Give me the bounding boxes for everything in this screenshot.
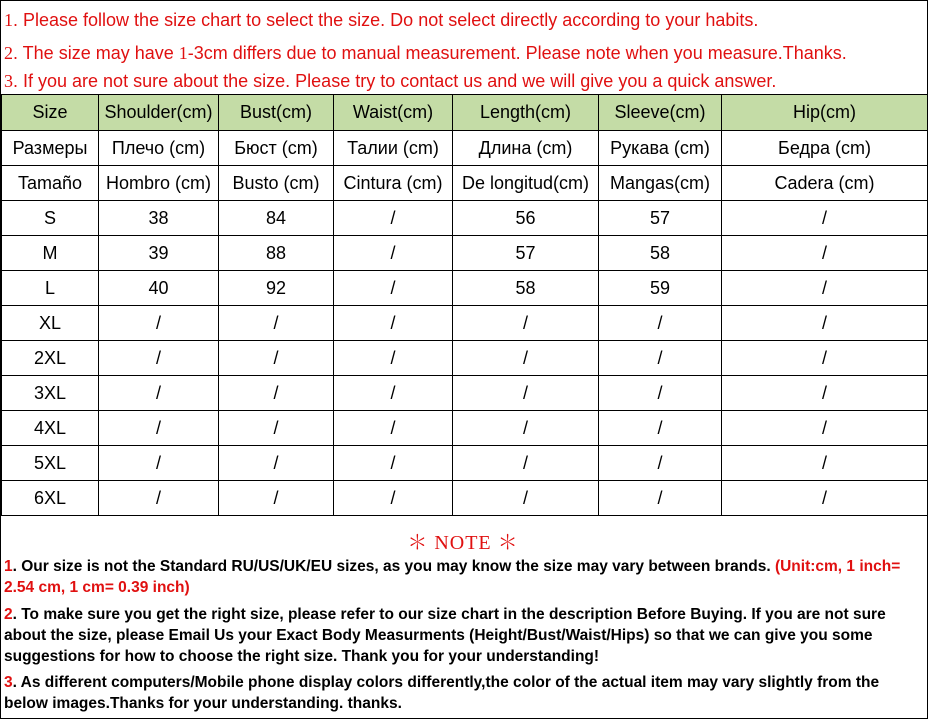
- instruction-number: 1: [4, 10, 13, 30]
- table-cell: /: [99, 411, 219, 446]
- table-cell: Cintura (cm): [334, 166, 453, 201]
- note-text: . Our size is not the Standard RU/US/UK/EU sizes, as you may know the size may vary between brands.: [12, 558, 775, 575]
- table-cell: /: [334, 201, 453, 236]
- table-cell: /: [453, 411, 599, 446]
- table-cell: Длина (cm): [453, 131, 599, 166]
- size-row: [2, 201, 928, 236]
- instruction-line-3: [4, 71, 776, 92]
- table-cell: /: [599, 446, 722, 481]
- table-cell: 59: [599, 271, 722, 306]
- note-item-3: [4, 672, 919, 714]
- table-cell: 40: [99, 271, 219, 306]
- table-cell: /: [599, 481, 722, 516]
- size-table-body: [2, 95, 928, 516]
- table-cell: 84: [219, 201, 334, 236]
- table-cell: Bust(cm): [219, 95, 334, 131]
- table-cell: /: [219, 306, 334, 341]
- instruction-text: . Please follow the size chart to select the size. Do not select directly according to your habits.: [13, 10, 759, 30]
- table-cell: /: [219, 411, 334, 446]
- instruction-text-cont: -3cm differs due to manual measurement. Please note when you measure.Thanks.: [187, 43, 847, 63]
- table-cell: /: [599, 306, 722, 341]
- size-row: [2, 411, 928, 446]
- table-cell: Mangas(cm): [599, 166, 722, 201]
- instruction-text: . The size may have: [13, 43, 179, 63]
- size-row: [2, 376, 928, 411]
- table-cell: Бюст (cm): [219, 131, 334, 166]
- table-cell: /: [722, 306, 928, 341]
- table-cell: /: [334, 271, 453, 306]
- table-cell: /: [334, 306, 453, 341]
- note-text: . To make sure you get the right size, please refer to our size chart in the description Before Buying. If you are not sure about the size, please Email Us your Exact Body Measurments (Height/Bust/Waist/Hips) so that we can give you some suggestions for how to choose the right size. Thank you for your understanding!: [4, 606, 886, 665]
- table-cell: /: [722, 201, 928, 236]
- table-cell: L: [2, 271, 99, 306]
- unit-note: (Unit:cm, 1 inch= 2.54 cm, 1 cm= 0.39 inch): [4, 558, 901, 596]
- table-cell: /: [722, 446, 928, 481]
- table-cell: 2XL: [2, 341, 99, 376]
- table-cell: /: [722, 411, 928, 446]
- size-row: [2, 236, 928, 271]
- table-cell: /: [334, 236, 453, 271]
- instruction-number: 3: [4, 71, 13, 91]
- table-cell: Sleeve(cm): [599, 95, 722, 131]
- table-cell: /: [453, 376, 599, 411]
- instruction-number: 2: [4, 43, 13, 63]
- table-cell: 38: [99, 201, 219, 236]
- table-cell: 57: [599, 201, 722, 236]
- table-cell: Cadera (cm): [722, 166, 928, 201]
- table-cell: 56: [453, 201, 599, 236]
- table-cell: /: [99, 446, 219, 481]
- table-cell: 58: [599, 236, 722, 271]
- table-cell: Length(cm): [453, 95, 599, 131]
- table-cell: /: [599, 411, 722, 446]
- table-cell: Талии (cm): [334, 131, 453, 166]
- note-item-1: [4, 556, 919, 598]
- table-cell: Waist(cm): [334, 95, 453, 131]
- table-cell: Hip(cm): [722, 95, 928, 131]
- table-cell: /: [219, 481, 334, 516]
- note-title: ＊ NOTE ＊: [407, 532, 519, 554]
- note-number: 3: [4, 674, 13, 691]
- size-row: [2, 306, 928, 341]
- note-number: 2: [4, 606, 13, 623]
- table-cell: 39: [99, 236, 219, 271]
- table-cell: /: [334, 446, 453, 481]
- table-cell: /: [219, 376, 334, 411]
- table-cell: /: [453, 341, 599, 376]
- table-cell: /: [99, 306, 219, 341]
- table-cell: 58: [453, 271, 599, 306]
- table-cell: Плечо (cm): [99, 131, 219, 166]
- table-cell: De longitud(cm): [453, 166, 599, 201]
- table-cell: M: [2, 236, 99, 271]
- table-cell: Busto (cm): [219, 166, 334, 201]
- header-row: [2, 95, 928, 131]
- table-cell: Бедра (cm): [722, 131, 928, 166]
- table-cell: /: [334, 341, 453, 376]
- table-cell: /: [334, 376, 453, 411]
- table-cell: /: [453, 481, 599, 516]
- table-cell: Hombro (cm): [99, 166, 219, 201]
- table-cell: /: [599, 341, 722, 376]
- table-cell: Shoulder(cm): [99, 95, 219, 131]
- table-cell: /: [99, 376, 219, 411]
- table-cell: /: [722, 236, 928, 271]
- size-row: [2, 271, 928, 306]
- table-cell: /: [453, 306, 599, 341]
- instruction-line-1: [4, 10, 758, 31]
- table-cell: Size: [2, 95, 99, 131]
- note-item-2: [4, 604, 919, 667]
- table-cell: XL: [2, 306, 99, 341]
- table-cell: /: [99, 481, 219, 516]
- table-cell: /: [599, 376, 722, 411]
- note-text: . As different computers/Mobile phone display colors differently,the color of the actual item may vary slightly from the below images.Thanks for your understanding. thanks.: [4, 674, 880, 712]
- table-cell: S: [2, 201, 99, 236]
- size-row: [2, 481, 928, 516]
- table-cell: /: [722, 481, 928, 516]
- table-cell: /: [334, 481, 453, 516]
- table-cell: /: [722, 341, 928, 376]
- table-cell: /: [722, 376, 928, 411]
- table-cell: /: [219, 446, 334, 481]
- instruction-number-inline: 1: [178, 43, 188, 63]
- table-cell: /: [219, 341, 334, 376]
- table-cell: /: [99, 341, 219, 376]
- table-cell: /: [334, 411, 453, 446]
- table-cell: Tamaño: [2, 166, 99, 201]
- spanish-label-row: [2, 166, 928, 201]
- table-cell: Рукава (cm): [599, 131, 722, 166]
- table-cell: 88: [219, 236, 334, 271]
- table-cell: 5XL: [2, 446, 99, 481]
- russian-label-row: [2, 131, 928, 166]
- instruction-text: . If you are not sure about the size. Please try to contact us and we will give you a quick answer.: [13, 71, 777, 91]
- instruction-line-2: [4, 43, 847, 64]
- size-table: [1, 94, 928, 516]
- table-cell: /: [453, 446, 599, 481]
- table-cell: /: [722, 271, 928, 306]
- size-row: [2, 341, 928, 376]
- table-cell: 3XL: [2, 376, 99, 411]
- table-cell: Размеры: [2, 131, 99, 166]
- table-cell: 6XL: [2, 481, 99, 516]
- size-row: [2, 446, 928, 481]
- note-number: 1: [4, 558, 13, 575]
- table-cell: 92: [219, 271, 334, 306]
- table-cell: 57: [453, 236, 599, 271]
- table-cell: 4XL: [2, 411, 99, 446]
